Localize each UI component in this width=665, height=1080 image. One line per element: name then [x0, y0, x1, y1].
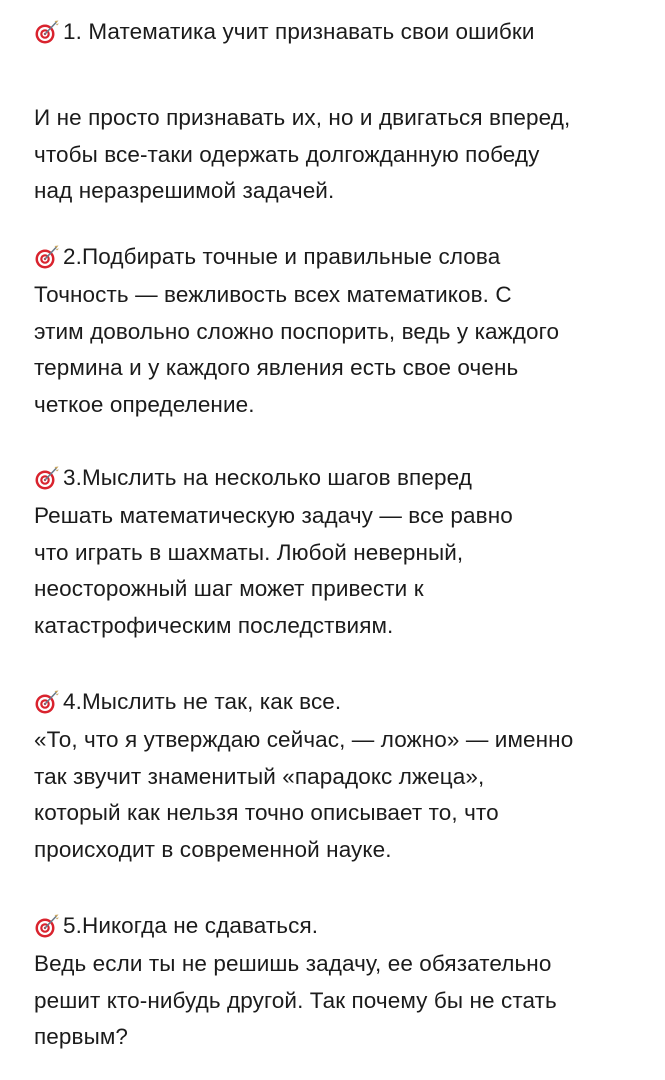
paragraph-line: над неразрешимой задачей.	[34, 178, 335, 203]
paragraph-line: термина и у каждого явления есть свое очень	[34, 355, 519, 380]
direct-hit-icon	[34, 913, 60, 939]
section-heading-text: 1. Математика учит признавать свои ошибки	[63, 19, 535, 44]
paragraph-line: четкое определение.	[34, 391, 255, 417]
section-5	[34, 906, 654, 1056]
paragraph-line: Точность — вежливость всех математиков. С	[34, 282, 512, 307]
paragraph-line: Ведь если ты не решишь задачу, ее обязательно	[34, 951, 552, 976]
paragraph-line: что играть в шахматы. Любой неверный,	[34, 539, 464, 565]
paragraph-line: первым?	[34, 1024, 129, 1049]
paragraph-line: который как нельзя точно описывает то, что	[34, 800, 499, 825]
section-heading-text: 3.Мыслить на несколько шагов вперед	[63, 465, 472, 490]
direct-hit-icon	[34, 689, 60, 715]
paragraph-line: решит кто-нибудь другой. Так почему бы не стать	[34, 987, 557, 1013]
paragraph-line: Решать математическую задачу — все равно	[34, 503, 513, 528]
section-heading	[34, 458, 654, 498]
paragraph-line: «То, что я утверждаю сейчас, — ложно» — именно	[34, 727, 574, 752]
paragraph-line: неосторожный шаг может привести к	[34, 576, 424, 601]
section-4	[34, 682, 654, 868]
paragraph-line: этим довольно сложно поспорить, ведь у каждого	[34, 318, 560, 344]
direct-hit-icon	[34, 244, 60, 270]
section-1	[34, 12, 654, 210]
paragraph-line: происходит в современной науке.	[34, 836, 392, 862]
section-heading	[34, 237, 654, 277]
paragraph-line: катастрофическим последствиям.	[34, 612, 394, 638]
section-heading-text: 4.Мыслить не так, как все.	[63, 689, 342, 714]
direct-hit-icon	[34, 465, 60, 491]
section-heading-text: 5.Никогда не сдаваться.	[63, 913, 319, 938]
section-3	[34, 458, 654, 644]
paragraph-line: чтобы все-таки одержать долгожданную победу	[34, 141, 540, 167]
section-heading	[34, 682, 654, 722]
section-heading	[34, 12, 654, 52]
section-heading-text: 2.Подбирать точные и правильные слова	[63, 244, 501, 269]
direct-hit-icon	[34, 19, 60, 45]
section-heading	[34, 906, 654, 946]
paragraph-line: И не просто признавать их, но и двигаться вперед,	[34, 105, 571, 130]
paragraph-line: так звучит знаменитый «парадокс лжеца»,	[34, 763, 485, 789]
section-2	[34, 237, 654, 423]
